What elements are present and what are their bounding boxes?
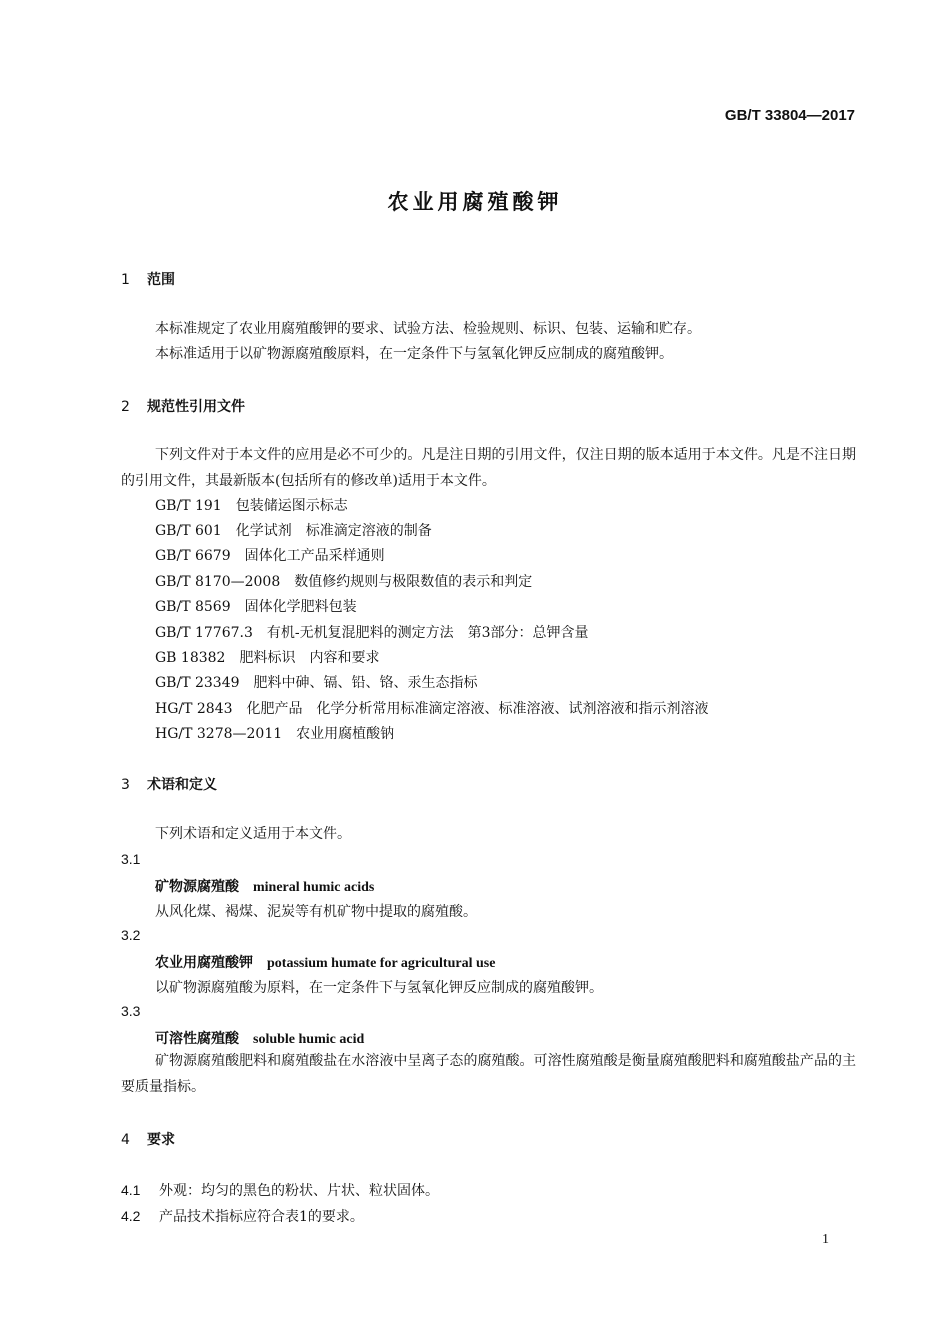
reference-item: GB/T 17767.3 有机-无机复混肥料的测定方法 第3部分：总钾含量 xyxy=(155,625,589,641)
reference-item: HG/T 3278—2011 农业用腐植酸钠 xyxy=(155,726,395,742)
section-number: 2 xyxy=(121,399,130,415)
requirement-item: 4.1 外观：均匀的黑色的粉状、片状、粒状固体。 xyxy=(121,1182,439,1199)
reference-item: GB/T 191 包装储运图示标志 xyxy=(155,498,348,514)
scope-paragraph-2: 本标准适用于以矿物源腐殖酸原料，在一定条件下与氢氧化钾反应制成的腐殖酸钾。 xyxy=(155,346,673,362)
section-number: 4 xyxy=(121,1132,130,1148)
term-definition: 从风化煤、褐煤、泥炭等有机矿物中提取的腐殖酸。 xyxy=(155,904,477,920)
terms-intro: 下列术语和定义适用于本文件。 xyxy=(155,826,351,842)
section-title: 要求 xyxy=(147,1132,175,1148)
term-definition: 矿物源腐殖酸肥料和腐殖酸盐在水溶液中呈离子态的腐殖酸。可溶性腐殖酸是衡量腐殖酸肥料和腐殖酸盐产品的主要质量指标。 xyxy=(121,1053,856,1095)
section-1-heading xyxy=(121,269,175,289)
references-intro: 下列文件对于本文件的应用是必不可少的。凡是注日期的引用文件，仅注日期的版本适用于本文件。凡是不注日期的引用文件，其最新版本(包括所有的修改单)适用于本文件。 xyxy=(121,447,856,489)
section-number: 1 xyxy=(121,272,130,288)
section-3-heading xyxy=(121,774,217,794)
requirement-item: 4.2 产品技术指标应符合表1的要求。 xyxy=(121,1208,364,1225)
term-heading: 矿物源腐殖酸 mineral humic acids xyxy=(155,879,375,895)
section-title: 术语和定义 xyxy=(147,777,217,793)
section-number: 3 xyxy=(121,777,130,793)
section-title: 规范性引用文件 xyxy=(147,399,245,415)
term-heading: 可溶性腐殖酸 soluble humic acid xyxy=(155,1031,365,1047)
term-heading: 农业用腐殖酸钾 potassium humate for agricultural use xyxy=(155,955,496,971)
term-definition: 以矿物源腐殖酸为原料，在一定条件下与氢氧化钾反应制成的腐殖酸钾。 xyxy=(155,980,603,996)
reference-item: GB/T 8170—2008 数值修约规则与极限数值的表示和判定 xyxy=(155,574,533,590)
term-number: 3.3 xyxy=(121,1003,141,1019)
scope-paragraph-1: 本标准规定了农业用腐殖酸钾的要求、试验方法、检验规则、标识、包装、运输和贮存。 xyxy=(155,321,701,337)
reference-item: GB/T 8569 固体化学肥料包装 xyxy=(155,599,357,615)
section-4-heading xyxy=(121,1129,175,1149)
reference-item: GB/T 6679 固体化工产品采样通则 xyxy=(155,548,385,564)
reference-item: HG/T 2843 化肥产品 化学分析常用标准滴定溶液、标准溶液、试剂溶液和指示剂溶液 xyxy=(155,701,709,717)
reference-item: GB/T 601 化学试剂 标准滴定溶液的制备 xyxy=(155,523,432,539)
term-number: 3.1 xyxy=(121,851,141,867)
reference-item: GB 18382 肥料标识 内容和要求 xyxy=(155,650,380,666)
page-number: 1 xyxy=(822,1232,829,1247)
document-title: 农业用腐殖酸钾 xyxy=(387,190,563,214)
term-number: 3.2 xyxy=(121,927,141,943)
section-2-heading xyxy=(121,396,245,416)
reference-item: GB/T 23349 肥料中砷、镉、铅、铬、汞生态指标 xyxy=(155,675,478,691)
section-title: 范围 xyxy=(147,272,175,288)
standard-code: GB/T 33804—2017 xyxy=(724,107,855,124)
